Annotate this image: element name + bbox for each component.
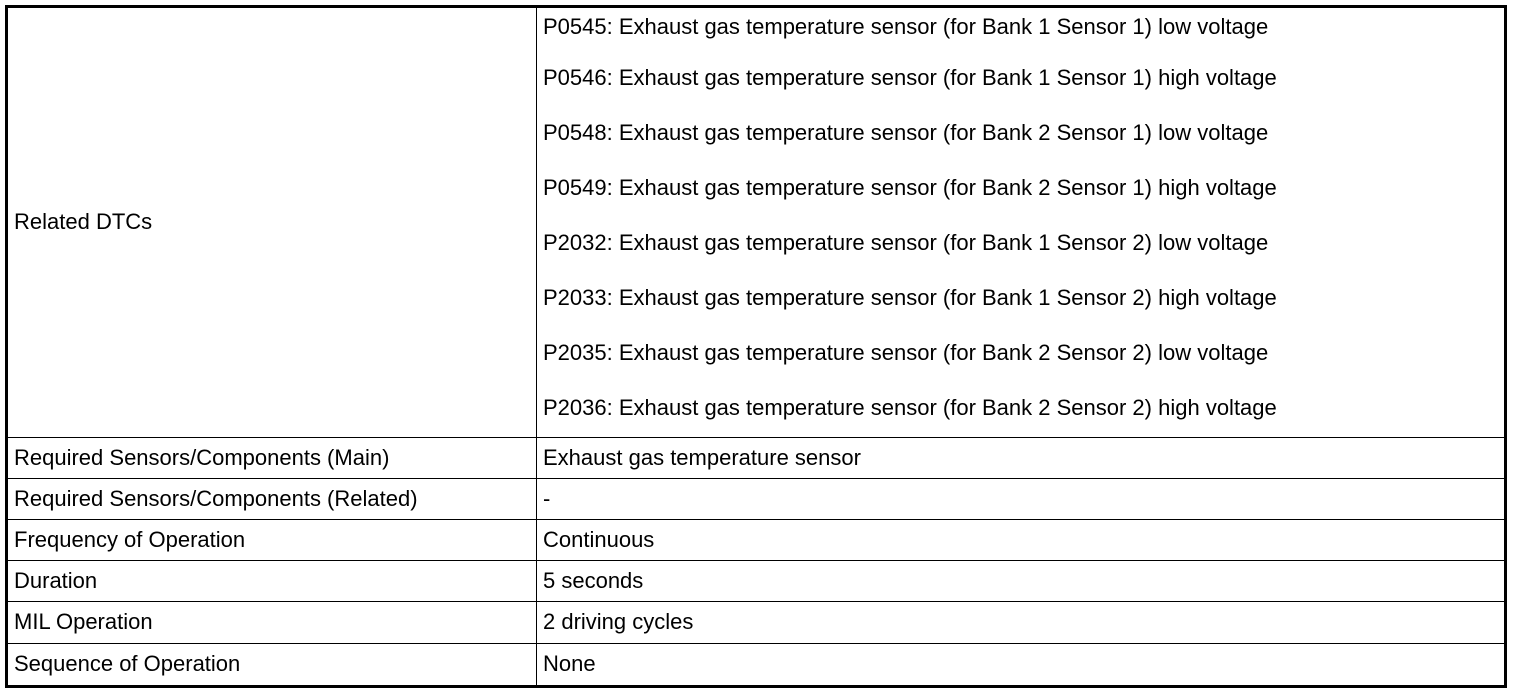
dtc-item: P2035: Exhaust gas temperature sensor (for Bank 2 Sensor 2) low voltage: [543, 340, 1269, 366]
row-label: Frequency of Operation: [7, 520, 537, 561]
monitor-spec-table: [5, 5, 1507, 688]
table-row: [7, 478, 1506, 519]
dtc-item: P0548: Exhaust gas temperature sensor (for Bank 2 Sensor 1) low voltage: [543, 120, 1269, 146]
table-row: [7, 561, 1506, 602]
row-value: Exhaust gas temperature sensor: [537, 437, 1506, 478]
dtc-item: P0546: Exhaust gas temperature sensor (for Bank 1 Sensor 1) high voltage: [543, 65, 1277, 91]
row-label: Duration: [7, 561, 537, 602]
row-label: Required Sensors/Components (Related): [7, 478, 537, 519]
row-label: MIL Operation: [7, 602, 537, 643]
dtc-list: [543, 7, 1504, 436]
row-value: Continuous: [537, 520, 1506, 561]
row-value: 2 driving cycles: [537, 602, 1506, 643]
table-row: [7, 7, 1506, 438]
row-label: Related DTCs: [7, 7, 537, 438]
dtc-item: P2032: Exhaust gas temperature sensor (for Bank 1 Sensor 2) low voltage: [543, 230, 1269, 256]
dtc-list-cell: [537, 7, 1506, 438]
dtc-item: P2036: Exhaust gas temperature sensor (for Bank 2 Sensor 2) high voltage: [543, 395, 1277, 421]
row-label: Required Sensors/Components (Main): [7, 437, 537, 478]
table-row: [7, 602, 1506, 643]
row-value: -: [537, 478, 1506, 519]
table-row: [7, 520, 1506, 561]
dtc-item: P0549: Exhaust gas temperature sensor (for Bank 2 Sensor 1) high voltage: [543, 175, 1277, 201]
row-value: 5 seconds: [537, 561, 1506, 602]
table-row: [7, 643, 1506, 686]
row-label: Sequence of Operation: [7, 643, 537, 686]
table-row: [7, 437, 1506, 478]
row-value: None: [537, 643, 1506, 686]
dtc-item: P2033: Exhaust gas temperature sensor (for Bank 1 Sensor 2) high voltage: [543, 285, 1277, 311]
dtc-item: P0545: Exhaust gas temperature sensor (for Bank 1 Sensor 1) low voltage: [543, 14, 1269, 40]
